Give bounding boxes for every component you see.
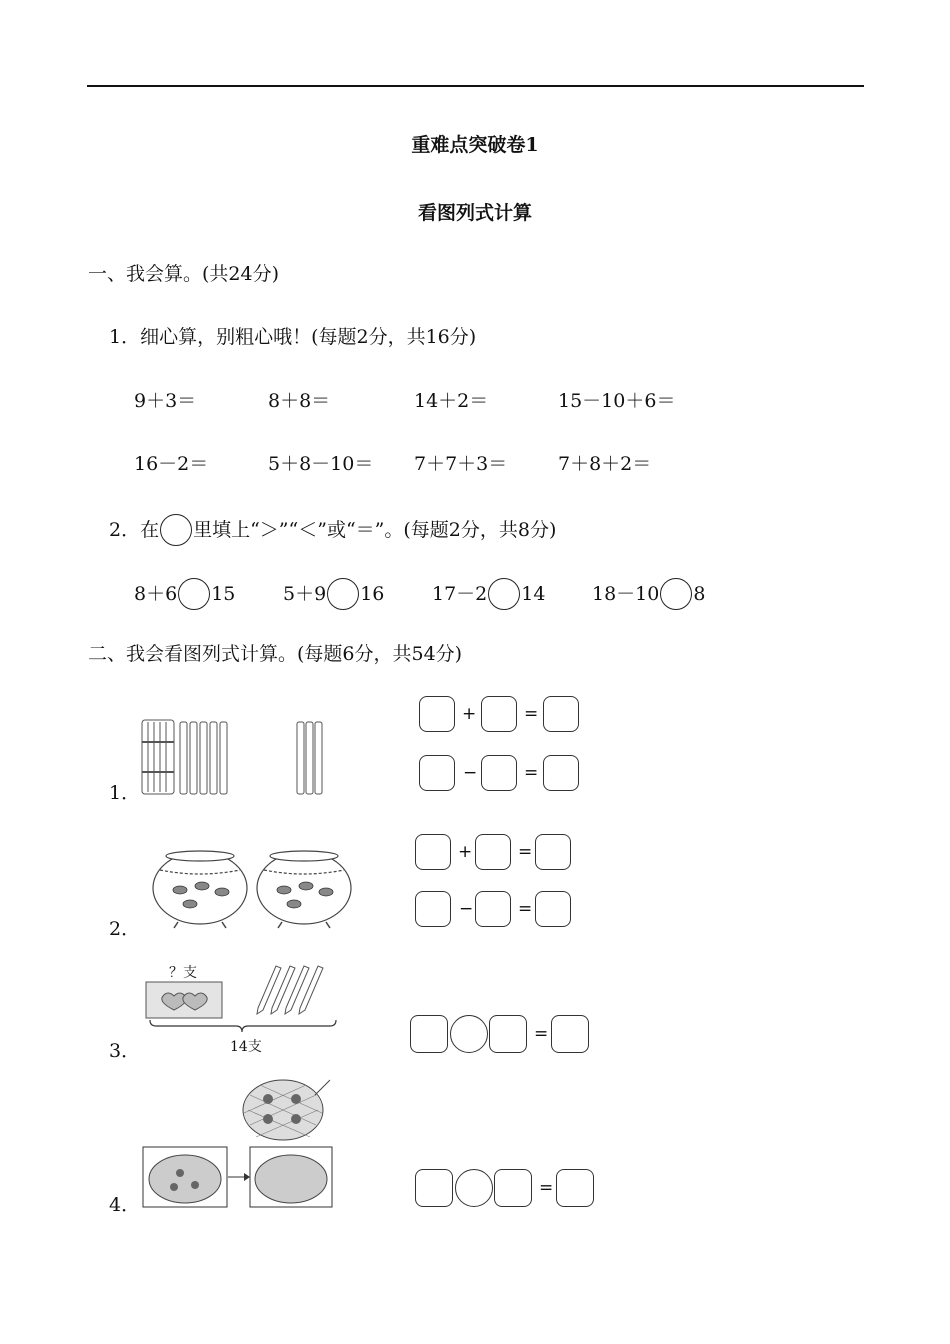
compare-item bbox=[134, 578, 235, 610]
page-title: 重难点突破卷1 bbox=[411, 134, 539, 156]
q1-heading: 1．细心算，别粗心哦！(每题2分，共16分) bbox=[109, 326, 477, 348]
compare-item bbox=[283, 578, 384, 610]
calc-item: 8＋8＝ bbox=[268, 390, 331, 412]
fishbowl-icon bbox=[149, 1155, 221, 1203]
calc-item: 9＋3＝ bbox=[134, 390, 197, 412]
equals-sign: = bbox=[518, 842, 533, 862]
compare-left: 8＋6 bbox=[134, 583, 178, 605]
answer-box[interactable] bbox=[415, 1169, 453, 1207]
calc-item: 14＋2＝ bbox=[414, 390, 489, 412]
answer-box[interactable] bbox=[475, 891, 511, 927]
compare-right: 8 bbox=[693, 583, 706, 605]
plus-sign: + bbox=[462, 704, 477, 724]
compare-circle[interactable] bbox=[178, 578, 210, 610]
calc-item: 7＋7＋3＝ bbox=[414, 453, 508, 475]
fishbowl-icon bbox=[255, 1155, 327, 1203]
problem-number: 2． bbox=[109, 918, 141, 940]
answer-box[interactable] bbox=[556, 1169, 594, 1207]
section2-heading: 二、我会看图列式计算。(每题6分，共54分) bbox=[88, 643, 463, 665]
arrow-right-icon bbox=[244, 1173, 250, 1181]
problem-number: 3． bbox=[109, 1040, 141, 1062]
compare-right: 16 bbox=[360, 583, 385, 605]
compare-left: 5＋9 bbox=[283, 583, 327, 605]
q2-lead: 2．在 bbox=[109, 519, 160, 541]
equals-sign: = bbox=[539, 1178, 554, 1198]
question-label: ？支 bbox=[169, 965, 197, 981]
answer-box[interactable] bbox=[551, 1015, 589, 1053]
answer-box[interactable] bbox=[481, 696, 517, 732]
minus-sign: − bbox=[463, 763, 478, 783]
answer-box[interactable] bbox=[415, 891, 451, 927]
problem-number: 4． bbox=[109, 1194, 141, 1216]
operator-circle[interactable] bbox=[450, 1015, 488, 1053]
answer-box[interactable] bbox=[415, 834, 451, 870]
sticks-picture bbox=[138, 712, 338, 802]
operator-circle[interactable] bbox=[455, 1169, 493, 1207]
q2-heading bbox=[109, 514, 556, 546]
compare-right: 15 bbox=[211, 583, 236, 605]
answer-box[interactable] bbox=[535, 834, 571, 870]
answer-box[interactable] bbox=[494, 1169, 532, 1207]
plus-sign: + bbox=[458, 842, 473, 862]
compare-circle[interactable] bbox=[660, 578, 692, 610]
compare-circle[interactable] bbox=[327, 578, 359, 610]
answer-box[interactable] bbox=[535, 891, 571, 927]
calc-item: 7＋8＋2＝ bbox=[558, 453, 652, 475]
answer-box[interactable] bbox=[419, 755, 455, 791]
total-label: 14支 bbox=[230, 1039, 262, 1055]
answer-circle-icon bbox=[160, 514, 192, 546]
problem-number: 1． bbox=[109, 782, 141, 804]
q2-tail: 里填上“＞”“＜”或“＝”。(每题2分，共8分) bbox=[193, 519, 557, 541]
calc-item: 5＋8－10＝ bbox=[268, 453, 374, 475]
answer-box[interactable] bbox=[481, 755, 517, 791]
answer-box[interactable] bbox=[419, 696, 455, 732]
fishbowls-picture bbox=[150, 848, 360, 933]
answer-box[interactable] bbox=[489, 1015, 527, 1053]
compare-circle[interactable] bbox=[488, 578, 520, 610]
stick-bundle-icon bbox=[142, 720, 174, 794]
answer-box[interactable] bbox=[543, 755, 579, 791]
pencil-box-picture bbox=[140, 960, 345, 1035]
calc-item: 15－10＋6＝ bbox=[558, 390, 676, 412]
calc-item: 16－2＝ bbox=[134, 453, 209, 475]
compare-item bbox=[592, 578, 705, 610]
brace-icon bbox=[150, 1020, 336, 1032]
equals-sign: = bbox=[534, 1024, 549, 1044]
minus-sign: − bbox=[459, 899, 474, 919]
compare-item bbox=[432, 578, 545, 610]
top-rule bbox=[87, 85, 864, 87]
pencils-icon bbox=[257, 966, 323, 1014]
equals-sign: = bbox=[524, 704, 539, 724]
fish-net-picture bbox=[140, 1075, 340, 1210]
page-subtitle: 看图列式计算 bbox=[417, 202, 532, 224]
section1-heading: 一、我会算。(共24分) bbox=[88, 263, 280, 285]
equals-sign: = bbox=[518, 899, 533, 919]
answer-box[interactable] bbox=[475, 834, 511, 870]
compare-right: 14 bbox=[521, 583, 546, 605]
answer-box[interactable] bbox=[543, 696, 579, 732]
equals-sign: = bbox=[524, 763, 539, 783]
answer-box[interactable] bbox=[410, 1015, 448, 1053]
compare-left: 18－10 bbox=[592, 583, 660, 605]
compare-left: 17－2 bbox=[432, 583, 488, 605]
